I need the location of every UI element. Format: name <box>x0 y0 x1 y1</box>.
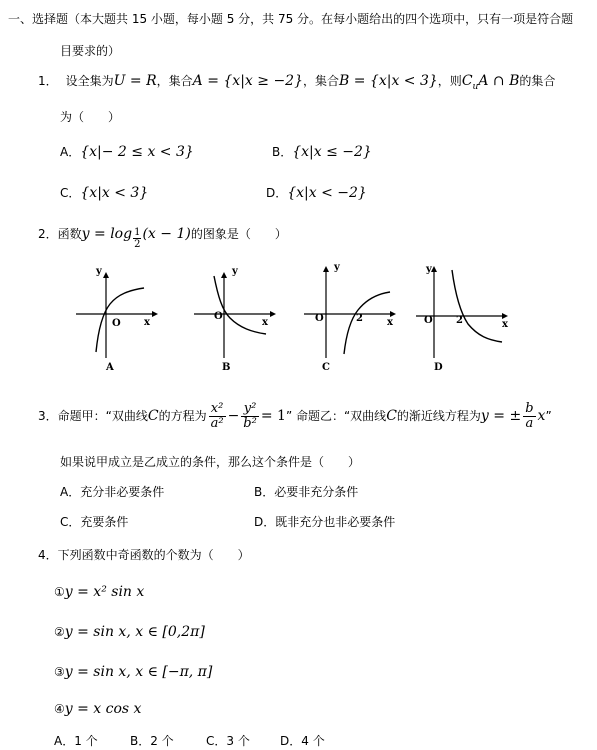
q4-item-3-mark: ③ <box>54 665 65 679</box>
q2-graph-c-mark: 2 <box>356 313 363 324</box>
q4-item-1 <box>54 582 144 602</box>
q2-graph-d-label: D <box>434 362 443 373</box>
q1-option-d-value: {x|x < −2} <box>287 185 367 201</box>
q2-graph-a-y-label: y <box>96 266 102 277</box>
q3-frac-y-num: y² <box>241 402 259 417</box>
q1-text-2: ，集合 <box>156 74 193 88</box>
q1-option-c <box>60 184 148 202</box>
q1-option-b-label: B． <box>272 145 293 159</box>
q1-option-d <box>266 184 367 202</box>
q4-stem <box>38 546 250 564</box>
q1-text-3: ，集合 <box>303 74 340 88</box>
q1-option-a <box>60 143 194 161</box>
q2-graph-a-label: A <box>106 362 114 373</box>
q1-set-a: A = {x|x ≥ −2} <box>192 73 303 89</box>
q2-graph-a-origin: O <box>112 318 121 329</box>
q3-stem-2: 如果说甲成立是乙成立的条件，那么这个条件是（ ） <box>60 455 361 469</box>
q4-option-d: D．4 个 <box>280 734 325 748</box>
q2-graph-d-x-label: x <box>502 319 508 330</box>
q2-graph-d-origin: O <box>424 315 433 326</box>
q2-graph-b-x-label: x <box>262 317 268 328</box>
q3-minus: − <box>227 408 240 424</box>
q2-text-2: 的图象是（ ） <box>190 227 287 241</box>
q2-text-1: 函数 <box>57 227 82 241</box>
q4-item-4 <box>54 699 141 719</box>
q3-frac-x-den: a² <box>210 416 224 431</box>
q1-set-b: B = {x|x < 3} <box>339 73 438 89</box>
q2-graph-c-x-label: x <box>387 317 393 328</box>
q1-text-1: 设全集为 <box>65 74 114 88</box>
q1-option-c-label: C． <box>60 186 81 200</box>
section-title-line2: 目要求的） <box>60 44 121 58</box>
q2-log-base-num: 1 <box>134 227 141 238</box>
q1-text-5: 的集合 <box>519 74 556 88</box>
q1-option-a-label: A． <box>60 145 81 159</box>
q3-frac-ba <box>523 402 535 431</box>
q1-expr <box>461 73 520 92</box>
q4-item-1-mark: ① <box>54 585 65 599</box>
q4-item-2-expr: y = sin x, x ∈ [0,2π] <box>64 624 205 640</box>
q2-func-b: (x − 1) <box>142 226 191 242</box>
q2-graph-b <box>190 262 280 362</box>
q1-number: 1． <box>38 74 58 88</box>
q3-asym-x: x <box>537 408 546 424</box>
q3-hyperbola-c2: C <box>386 408 397 424</box>
q2-graph-b-y-label: y <box>232 266 238 277</box>
q2-graph-c-origin: O <box>315 313 324 324</box>
q2-log-base-den: 2 <box>134 239 141 250</box>
q2-graph-a-x-label: x <box>144 317 150 328</box>
q2-graph-a <box>72 262 162 362</box>
q4-item-2-mark: ② <box>54 625 65 639</box>
q2-graph-d-y-label: y <box>426 264 432 275</box>
q1-stem <box>38 70 555 98</box>
q3-text-2: 的方程为 <box>158 409 207 423</box>
q1-expr-sub: u <box>472 81 479 92</box>
q3-frac-y <box>241 402 259 431</box>
q3-frac-ba-num: b <box>525 401 534 416</box>
q3-option-a: A．充分非必要条件 <box>60 485 165 499</box>
q4-number: 4． <box>38 548 58 562</box>
q1-expr-c: C <box>461 73 473 89</box>
q3-frac-x-num: x² <box>209 402 226 417</box>
q2-graph-d-mark: 2 <box>456 315 463 326</box>
q3-option-b: B．必要非充分条件 <box>254 485 359 499</box>
q1-option-a-value: {x|− 2 ≤ x < 3} <box>80 144 194 160</box>
q4-option-a: A．1 个 <box>54 734 98 748</box>
q4-item-1-expr: y = x² sin x <box>64 584 145 600</box>
q4-item-3 <box>54 662 212 682</box>
q3-hyperbola-c: C <box>147 408 159 424</box>
q3-frac-x <box>209 402 226 431</box>
q1-option-b-value: {x|x ≤ −2} <box>292 144 372 160</box>
q2-graph-c-y-label: y <box>334 262 340 273</box>
q2-graph-c <box>300 262 400 362</box>
q3-frac-y-den: b² <box>243 416 257 431</box>
q1-option-c-value: {x|x < 3} <box>80 185 149 201</box>
q1-text-4: ，则 <box>437 74 462 88</box>
q2-number: 2． <box>38 227 58 241</box>
q4-item-4-expr: y = x cos x <box>64 701 142 717</box>
q4-option-c: C．3 个 <box>206 734 250 748</box>
q3-option-d: D．既非充分也非必要条件 <box>254 515 396 529</box>
q3-text-4: 的渐近线方程为 <box>396 409 481 423</box>
q2-func-a: y = log <box>81 226 133 242</box>
q4-item-4-mark: ④ <box>54 702 65 716</box>
q3-frac-ba-den: a <box>525 416 534 431</box>
q2-graph-b-label: B <box>222 362 231 373</box>
q3-text-1: 命题甲：“双曲线 <box>57 409 148 423</box>
q2-graph-d <box>412 262 512 362</box>
q3-asym-lhs: y = ± <box>480 408 522 424</box>
q3-rhs: = 1 <box>260 408 286 424</box>
q2-log-base <box>133 227 141 250</box>
q1-stem-2: 为（ ） <box>60 110 121 124</box>
q2-graph-c-label: C <box>322 362 330 373</box>
q1-universal-set: U = R <box>113 73 157 89</box>
q4-item-3-expr: y = sin x, x ∈ [−π, π] <box>64 664 213 680</box>
section-title-line1: 一、选择题（本大题共 15 小题，每小题 5 分，共 75 分。在每小题给出的四个选项中，只有一项是符合题 <box>8 12 574 26</box>
q3-number: 3． <box>38 409 58 423</box>
q2-graph-b-origin: O <box>214 311 223 322</box>
q3-option-c: C．充要条件 <box>60 515 129 529</box>
q4-text-1: 下列函数中奇函数的个数为（ ） <box>57 548 250 562</box>
q3-text-5: ” <box>545 409 552 423</box>
q2-stem <box>38 222 287 250</box>
q3-text-3: ” 命题乙：“双曲线 <box>285 409 387 423</box>
q1-expr-rest: A ∩ B <box>478 73 520 89</box>
q1-option-b <box>272 143 372 161</box>
q3-stem <box>38 398 552 434</box>
q1-option-d-label: D． <box>266 186 288 200</box>
q4-item-2 <box>54 622 205 642</box>
q4-option-b: B．2 个 <box>130 734 174 748</box>
